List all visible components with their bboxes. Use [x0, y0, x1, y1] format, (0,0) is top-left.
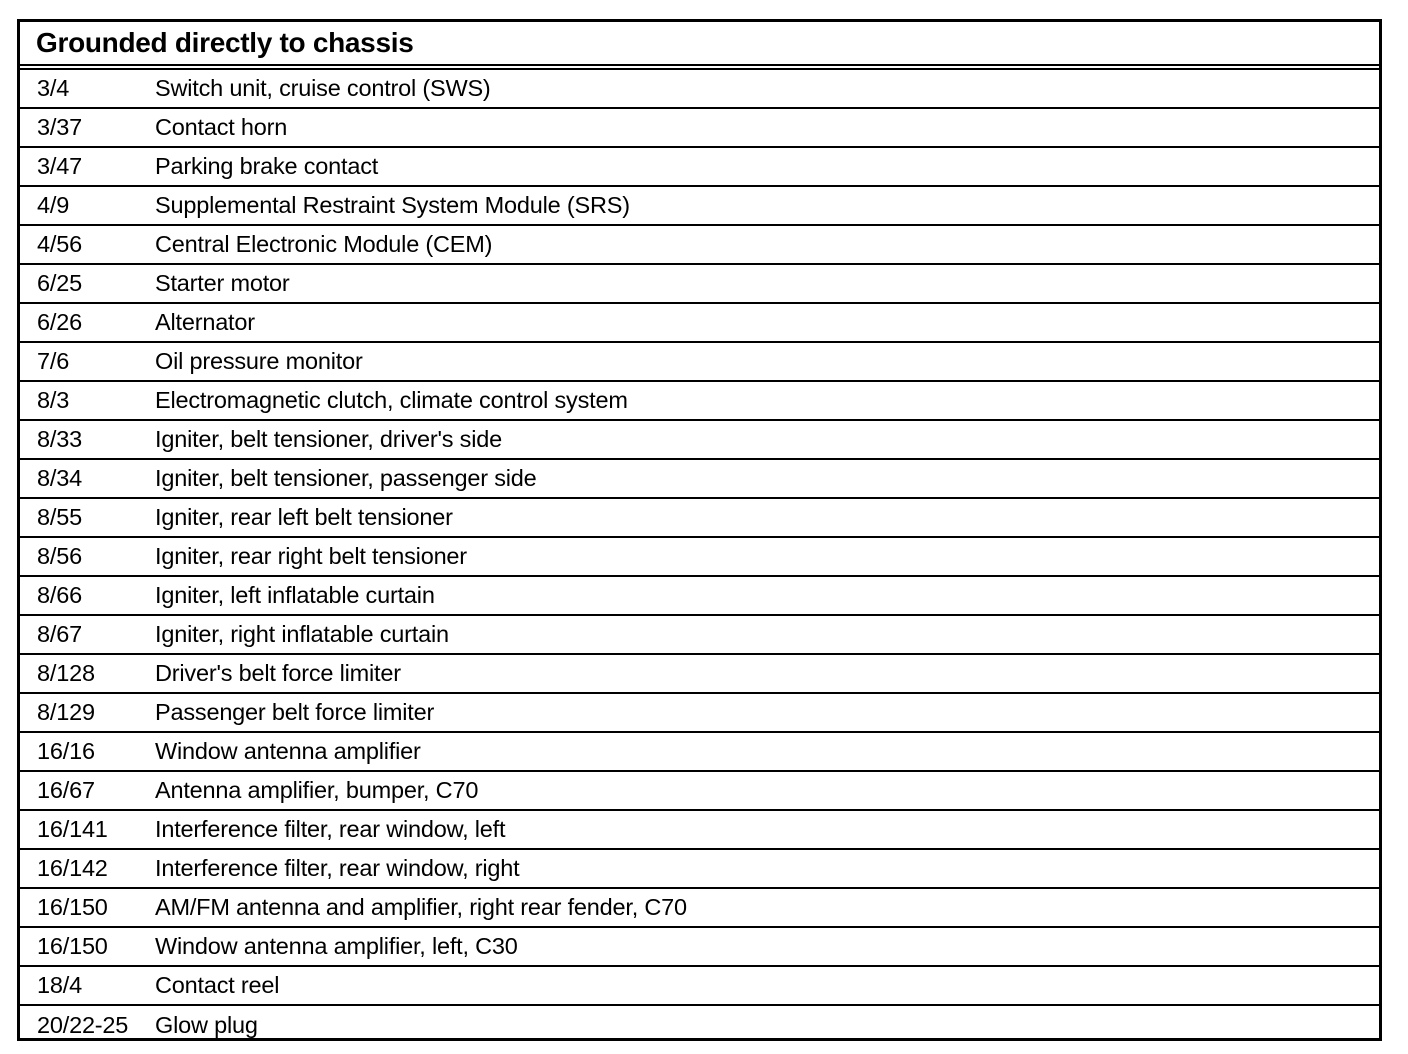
- component-code: 6/26: [37, 309, 82, 335]
- component-code: 4/9: [37, 192, 70, 218]
- component-code: 8/67: [37, 621, 82, 647]
- component-description: Contact reel: [155, 972, 280, 998]
- component-description: Contact horn: [155, 114, 288, 140]
- table-row: [20, 538, 1379, 577]
- table-row: [20, 460, 1379, 499]
- component-code: 16/150: [37, 894, 108, 920]
- component-description: Interference filter, rear window, left: [155, 816, 506, 842]
- component-description: Passenger belt force limiter: [155, 699, 435, 725]
- table-row: [20, 343, 1379, 382]
- table-row: [20, 967, 1379, 1006]
- table-row: [20, 772, 1379, 811]
- table-row: [20, 733, 1379, 772]
- table-row: [20, 226, 1379, 265]
- table-row: [20, 616, 1379, 655]
- table-row: [20, 811, 1379, 850]
- component-code: 8/34: [37, 465, 82, 491]
- component-description: Driver's belt force limiter: [155, 660, 401, 686]
- component-description: Central Electronic Module (CEM): [155, 231, 493, 257]
- component-description: Igniter, rear right belt tensioner: [155, 543, 467, 569]
- table-row: [20, 499, 1379, 538]
- table-row: [20, 187, 1379, 226]
- component-code: 3/47: [37, 153, 82, 179]
- component-description: Igniter, belt tensioner, passenger side: [155, 465, 537, 491]
- table-body: [20, 70, 1379, 1045]
- component-description: Window antenna amplifier: [155, 738, 421, 764]
- table-row: [20, 265, 1379, 304]
- component-code: 4/56: [37, 231, 82, 257]
- component-description: Alternator: [155, 309, 255, 335]
- component-code: 20/22-25: [37, 1012, 129, 1038]
- table-row: [20, 382, 1379, 421]
- table-row: [20, 109, 1379, 148]
- component-code: 8/3: [37, 387, 70, 413]
- component-description: Electromagnetic clutch, climate control system: [155, 387, 628, 413]
- component-code: 16/67: [37, 777, 95, 803]
- component-code: 16/16: [37, 738, 95, 764]
- table-row: [20, 577, 1379, 616]
- component-description: Oil pressure monitor: [155, 348, 363, 374]
- table-title: Grounded directly to chassis: [20, 22, 1379, 70]
- table-row: [20, 928, 1379, 967]
- component-code: 3/4: [37, 75, 70, 101]
- component-code: 18/4: [37, 972, 82, 998]
- component-code: 16/142: [37, 855, 108, 881]
- table-row: [20, 694, 1379, 733]
- table-row: [20, 655, 1379, 694]
- component-description: Igniter, left inflatable curtain: [155, 582, 435, 608]
- component-code: 8/129: [37, 699, 95, 725]
- component-description: Igniter, rear left belt tensioner: [155, 504, 453, 530]
- component-description: Parking brake contact: [155, 153, 379, 179]
- component-description: AM/FM antenna and amplifier, right rear fender, C70: [155, 894, 687, 920]
- component-code: 8/55: [37, 504, 82, 530]
- table-row: [20, 148, 1379, 187]
- component-code: 8/128: [37, 660, 95, 686]
- table-row: [20, 850, 1379, 889]
- component-description: Igniter, belt tensioner, driver's side: [155, 426, 502, 452]
- component-code: 8/33: [37, 426, 82, 452]
- component-description: Glow plug: [155, 1012, 258, 1038]
- component-code: 3/37: [37, 114, 82, 140]
- component-code: 8/66: [37, 582, 82, 608]
- table-row: [20, 1006, 1379, 1045]
- component-description: Interference filter, rear window, right: [155, 855, 520, 881]
- table-row: [20, 889, 1379, 928]
- component-code: 8/56: [37, 543, 82, 569]
- component-description: Igniter, right inflatable curtain: [155, 621, 449, 647]
- component-description: Starter motor: [155, 270, 290, 296]
- component-description: Switch unit, cruise control (SWS): [155, 75, 491, 101]
- component-description: Window antenna amplifier, left, C30: [155, 933, 518, 959]
- table-row: [20, 304, 1379, 343]
- component-description: Supplemental Restraint System Module (SRS): [155, 192, 630, 218]
- table-row: [20, 421, 1379, 460]
- component-code: 7/6: [37, 348, 70, 374]
- component-code: 6/25: [37, 270, 82, 296]
- component-description: Antenna amplifier, bumper, C70: [155, 777, 479, 803]
- ground-points-table: [17, 19, 1382, 1041]
- table-row: [20, 70, 1379, 109]
- component-code: 16/150: [37, 933, 108, 959]
- component-code: 16/141: [37, 816, 108, 842]
